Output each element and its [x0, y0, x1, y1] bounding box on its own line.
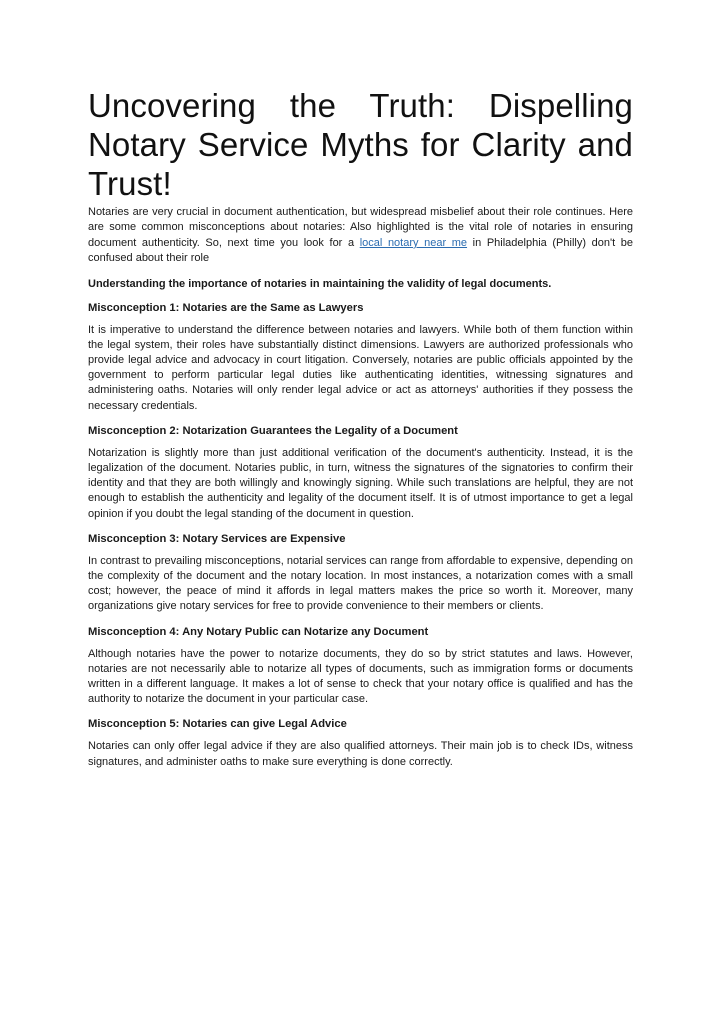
document-page	[88, 86, 633, 770]
section-body-2: Notarization is slightly more than just additional verification of the document's authenticity. Instead, it is the legalization of the document. Notaries public, in turn, witness the signatures of the signatories to confirm their identity and that they are both willingly and knowingly signing. While such translations are helpful, they are not enough to establish the authenticity and legality of the document itself. It is of utmost importance to get a legal opinion if you doubt the legal standing of the document in question.	[88, 446, 633, 520]
section-heading-4: Misconception 4: Any Notary Public can Notarize any Document	[88, 625, 429, 638]
section-heading-1: Misconception 1: Notaries are the Same as Lawyers	[88, 301, 364, 314]
section-heading-3: Misconception 3: Notary Services are Expensive	[88, 532, 346, 545]
intro-text-before-link: Notaries are very crucial in document authentication, but widespread misbelief about their role continues. Here are some common misconceptions about notaries: Also highlighted is the vital role of notaries in ensuring document authenticity. So, next time you look for a	[88, 206, 633, 249]
intro-paragraph	[88, 205, 633, 267]
lead-statement: Understanding the importance of notaries in maintaining the validity of legal documents.	[88, 277, 552, 290]
section-heading-5: Misconception 5: Notaries can give Legal Advice	[88, 718, 347, 731]
section-heading-2: Misconception 2: Notarization Guarantees the Legality of a Document	[88, 424, 458, 437]
local-notary-link[interactable]: local notary near me	[359, 236, 468, 249]
section-body-3: In contrast to prevailing misconceptions, notarial services can range from affordable to expensive, depending on the complexity of the document and the notary location. In most instances, a notarization comes with a small cost; however, the peace of mind it affords in legal matters makes the price so worth it. Moreover, many organizations give notary services for free to provide convenience to their members or clients.	[88, 554, 633, 613]
section-body-5: Notaries can only offer legal advice if they are also qualified attorneys. Their main job is to check IDs, witness signatures, and administer oaths to make sure everything is done correctly.	[88, 740, 633, 768]
intro-text-after-link: in Philadelphia (Philly) don't be confused about their role	[88, 236, 633, 265]
document-title: Uncovering the Truth: Dispelling Notary Service Myths for Clarity and Trust!	[88, 87, 633, 202]
section-body-1: It is imperative to understand the difference between notaries and lawyers. While both of them function within the legal system, their roles have substantially distinct dimensions. Lawyers are authorized professionals who provide legal advice and advocacy in court litigation. Conversely, notaries are public officials appointed by the government to perform particular legal duties like authenticating identities, witnessing signatures and administering oaths. Notaries will only render legal advice or act as attorneys' authorities if they possess the necessary credentials.	[88, 323, 633, 412]
section-body-4: Although notaries have the power to notarize documents, they do so by strict statutes and laws. However, notaries are not necessarily able to notarize all types of documents, such as immigration forms or documents written in a different language. It makes a lot of sense to check that your notary office is qualified and has the authority to notarize the document in your particular case.	[88, 647, 633, 706]
